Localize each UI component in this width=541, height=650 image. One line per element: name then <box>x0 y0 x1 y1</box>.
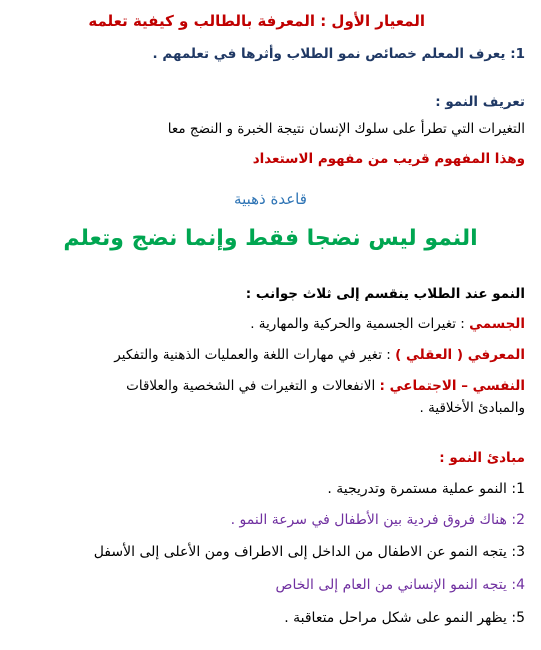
aspect-desc: : تغير في مهارات اللغة والعمليات الذهنية والتفكير <box>114 347 396 363</box>
aspect-term: المعرفي ( العقلي ) <box>395 347 525 363</box>
aspect-item-psychosocial <box>10 378 525 394</box>
principle-item <box>10 610 525 626</box>
principle-text: النمو عملية مستمرة وتدريجية . <box>327 481 512 497</box>
aspect-desc: الانفعالات و التغيرات في الشخصية والعلاقات <box>126 378 380 394</box>
golden-rule-text: النمو ليس نضجا فقط وإنما نضج وتعلم <box>63 226 478 251</box>
aspect-term: الجسمي <box>469 316 525 332</box>
principle-number: 3: <box>511 544 525 560</box>
aspect-item-psychosocial-continued: والمبادئ الأخلاقية . <box>419 400 525 416</box>
principle-number: 4: <box>511 577 525 593</box>
principle-text: هناك فروق فردية بين الأطفال في سرعة النمو . <box>230 512 512 528</box>
standard-subtitle: 1: يعرف المعلم خصائص نمو الطلاب وأثرها في تعلمهم . <box>152 46 525 62</box>
principle-item <box>10 577 525 593</box>
definition-heading: تعريف النمو : <box>435 94 525 110</box>
definition-note: وهذا المفهوم قريب من مفهوم الاستعداد <box>252 151 525 167</box>
principle-text: يتجه النمو الإنساني من العام إلى الخاص <box>275 577 512 593</box>
aspect-desc: : تغيرات الجسمية والحركية والمهارية . <box>250 316 470 332</box>
aspect-item-physical <box>10 316 525 332</box>
principle-number: 5: <box>511 610 525 626</box>
principle-number: 1: <box>511 481 525 497</box>
aspect-term: النفسي – الاجتماعي : <box>379 378 525 394</box>
principle-text: يظهر النمو على شكل مراحل متعاقبة . <box>284 610 512 626</box>
principle-item <box>10 544 525 560</box>
principle-text: يتجه النمو عن الاطفال من الداخل إلى الاطراف ومن الأعلى إلى الأسفل <box>93 544 512 560</box>
aspect-item-cognitive <box>10 347 525 363</box>
document-title: المعيار الأول : المعرفة بالطالب و كيفية تعلمه <box>88 12 425 30</box>
aspects-heading: النمو عند الطلاب ينقسم إلى ثلاث جوانب : <box>245 286 525 302</box>
golden-rule-heading: قاعدة ذهبية <box>234 190 307 208</box>
principle-item <box>10 481 525 497</box>
principles-heading: مبادئ النمو : <box>439 450 525 466</box>
principle-number: 2: <box>511 512 525 528</box>
principle-item <box>10 512 525 528</box>
definition-body: التغيرات التي تطرأ على سلوك الإنسان نتيجة الخبرة و النضج معا <box>167 121 525 137</box>
